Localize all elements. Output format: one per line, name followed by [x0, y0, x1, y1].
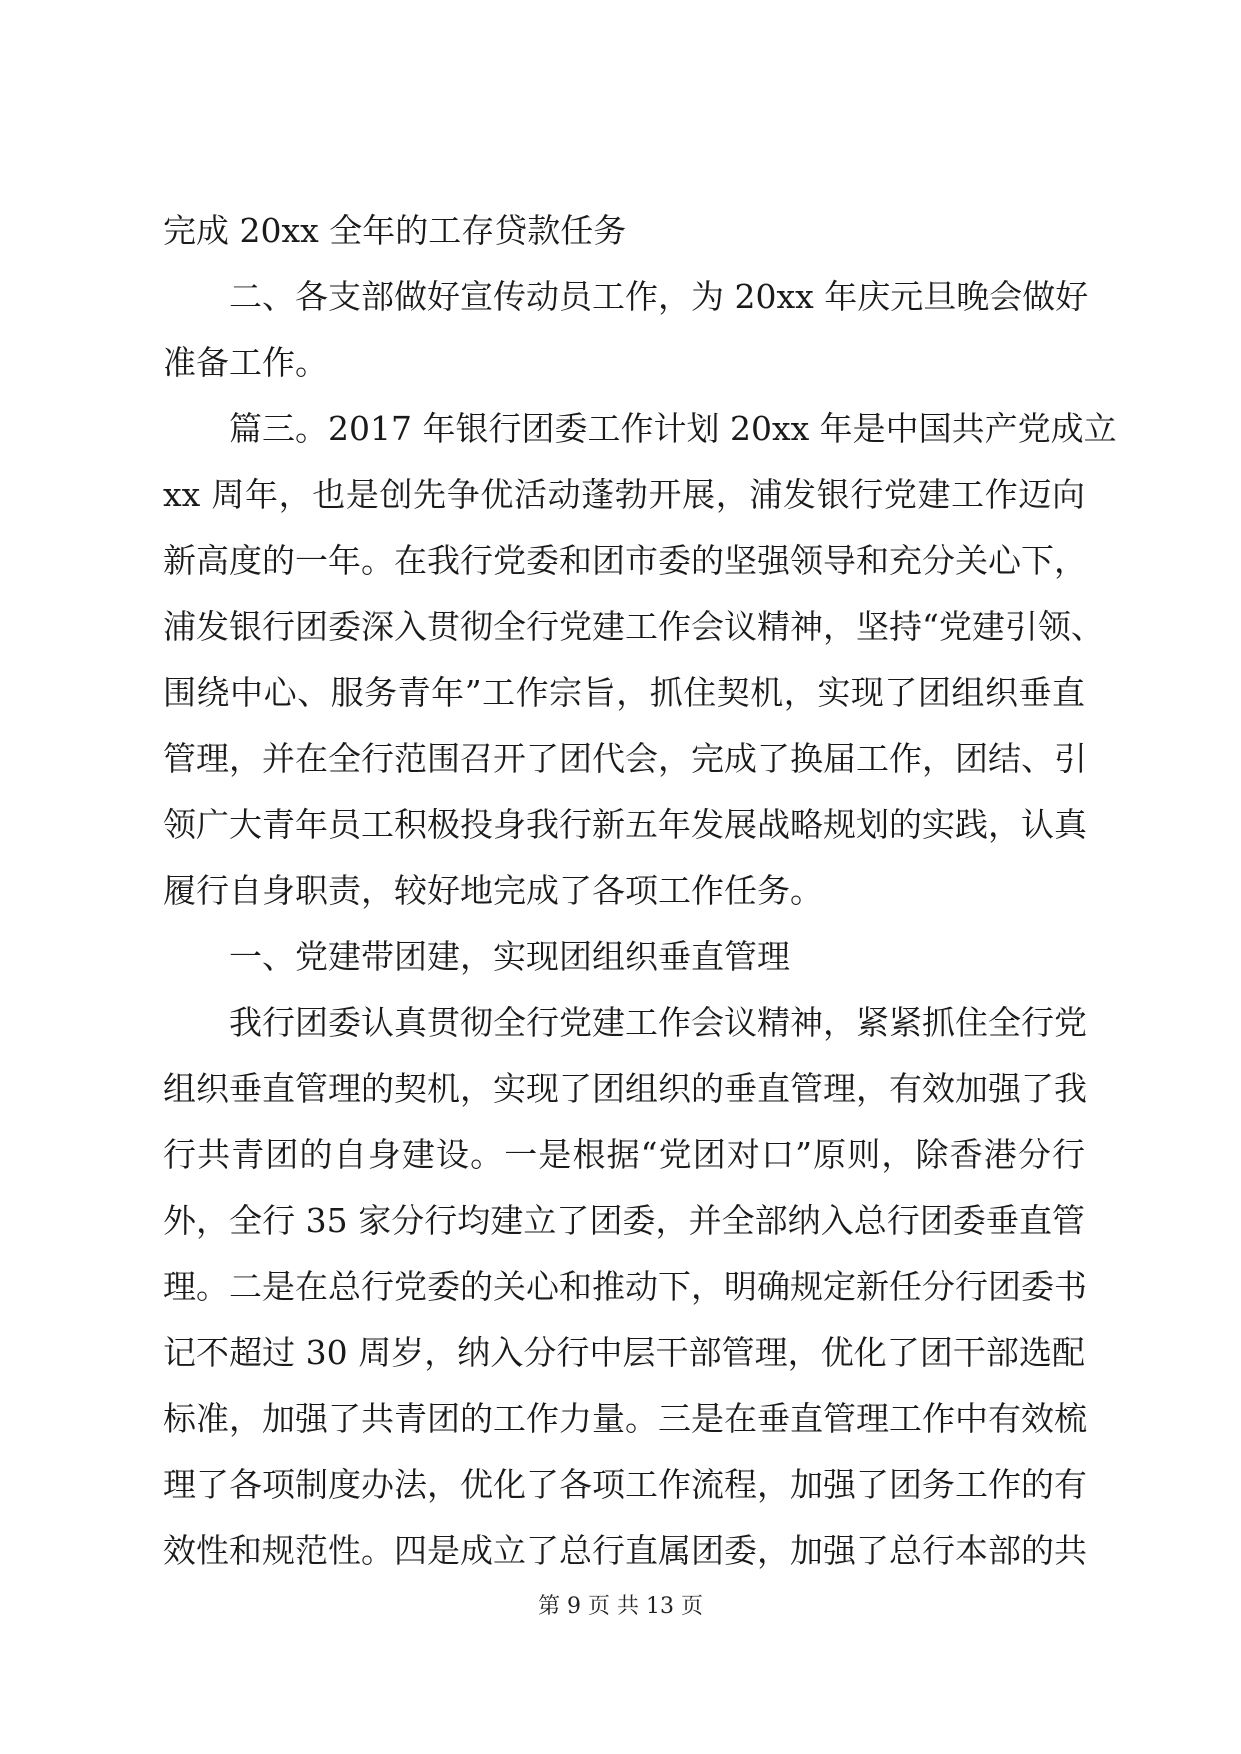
text-line: 记不超过 30 周岁，纳入分行中层干部管理，优化了团干部选配 — [163, 1333, 1085, 1372]
text-line: 浦发银行团委深入贯彻全行党建工作会议精神，坚持“党建引领、 — [163, 607, 1104, 646]
text-line: 准备工作。 — [163, 343, 328, 382]
text-line: 篇三。2017 年银行团委工作计划 20xx 年是中国共产党成立 — [229, 409, 1117, 448]
text-line: 领广大青年员工积极投身我行新五年发展战略规划的实践，认真 — [163, 805, 1087, 844]
text-line: 标准，加强了共青团的工作力量。三是在垂直管理工作中有效梳 — [163, 1399, 1087, 1438]
text-line: 二、各支部做好宣传动员工作，为 20xx 年庆元旦晚会做好 — [229, 277, 1089, 316]
text-line: 完成 20xx 全年的工存贷款任务 — [163, 211, 627, 250]
text-line: 管理，并在全行范围召开了团代会，完成了换届工作，团结、引 — [163, 739, 1087, 778]
section-heading: 一、党建带团建，实现团组织垂直管理 — [229, 937, 790, 976]
text-line: 我行团委认真贯彻全行党建工作会议精神，紧紧抓住全行党 — [229, 1003, 1087, 1042]
text-line: 组织垂直管理的契机，实现了团组织的垂直管理，有效加强了我 — [163, 1069, 1087, 1108]
page-number: 第 9 页 共 13 页 — [538, 1594, 703, 1619]
text-line: 外，全行 35 家分行均建立了团委，并全部纳入总行团委垂直管 — [163, 1201, 1085, 1240]
text-line: 围绕中心、服务青年”工作宗旨，抓住契机，实现了团组织垂直 — [163, 673, 1085, 712]
text-line: 理了各项制度办法，优化了各项工作流程，加强了团务工作的有 — [163, 1465, 1087, 1504]
text-line: 新高度的一年。在我行党委和团市委的坚强领导和充分关心下， — [163, 541, 1087, 580]
document-body — [163, 198, 1117, 1584]
text-line: 理。二是在总行党委的关心和推动下，明确规定新任分行团委书 — [163, 1267, 1087, 1306]
text-line: 效性和规范性。四是成立了总行直属团委，加强了总行本部的共 — [163, 1531, 1087, 1570]
text-line: 履行自身职责，较好地完成了各项工作任务。 — [163, 871, 823, 910]
text-line: xx 周年，也是创先争优活动蓬勃开展，浦发银行党建工作迈向 — [163, 475, 1085, 514]
text-line: 行共青团的自身建设。一是根据“党团对口”原则，除香港分行 — [163, 1135, 1085, 1174]
